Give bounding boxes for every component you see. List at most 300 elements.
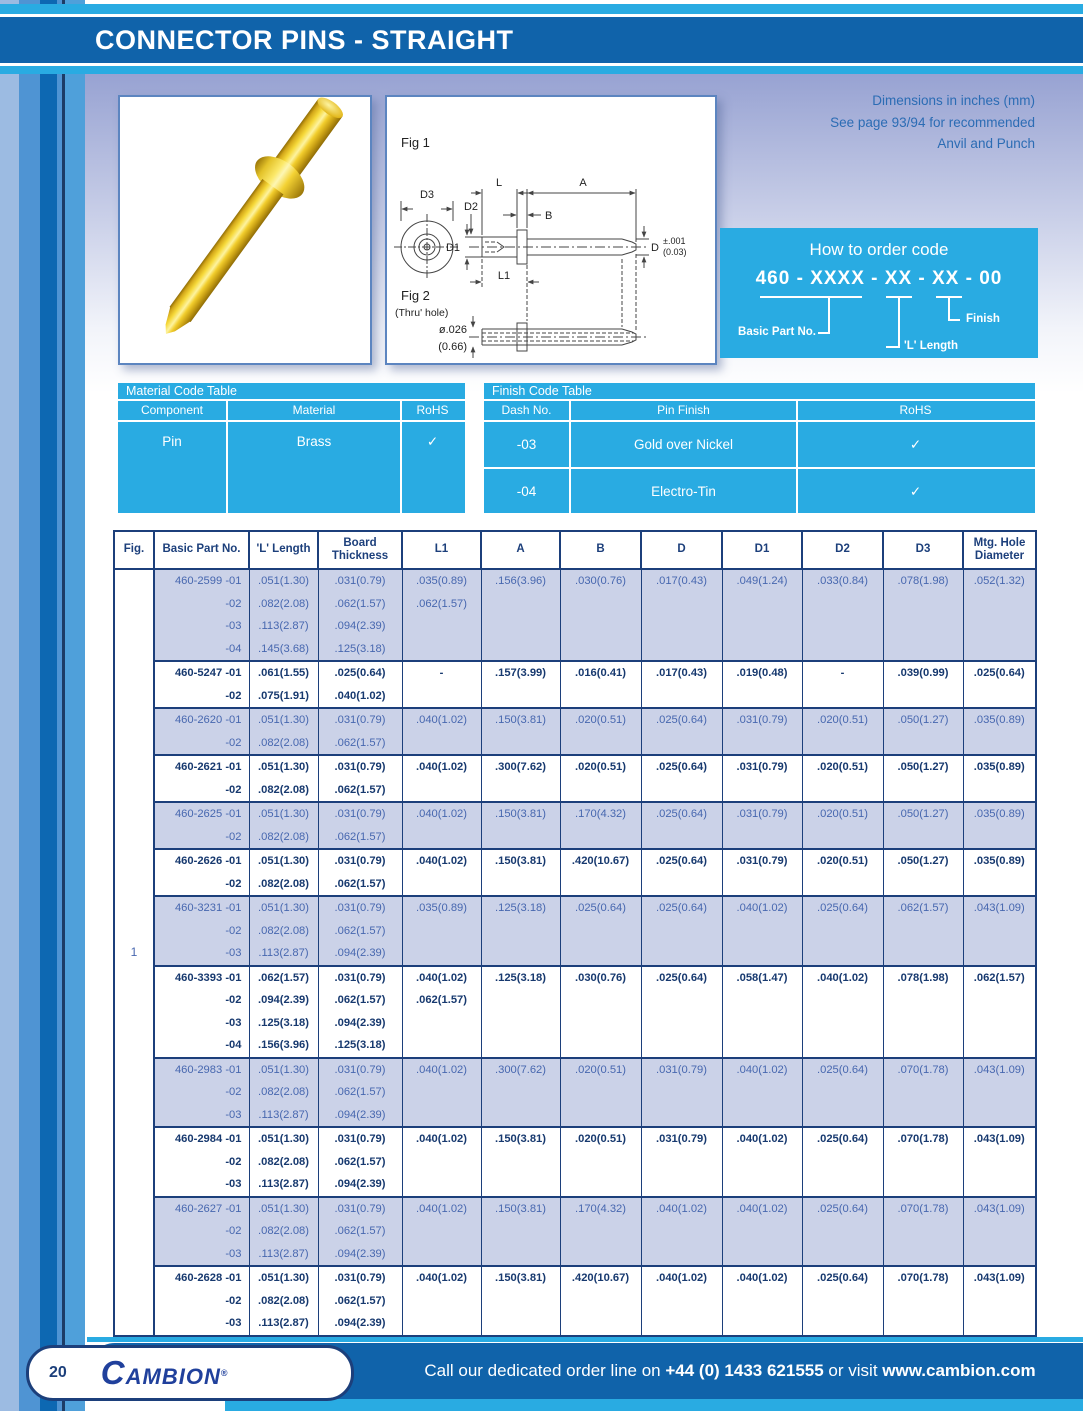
- value-cell: .113(2.87): [249, 1173, 318, 1197]
- value-cell: [560, 920, 641, 943]
- value-cell: [883, 779, 963, 803]
- main-table-row: [114, 708, 1036, 732]
- finish-table-header: [484, 401, 1035, 422]
- main-table-row: [114, 1243, 1036, 1267]
- value-cell: .040(1.02): [402, 1058, 481, 1082]
- value-cell: -: [402, 661, 481, 685]
- value-cell: .170(4.32): [560, 802, 641, 826]
- main-table-row: [114, 1081, 1036, 1104]
- value-cell: [641, 1220, 722, 1243]
- value-cell: [722, 615, 802, 638]
- part-number-cell: -02: [154, 826, 249, 850]
- main-table-row: [114, 1197, 1036, 1221]
- page-title: CONNECTOR PINS - STRAIGHT: [95, 25, 514, 55]
- value-cell: .094(2.39): [249, 989, 318, 1012]
- value-cell: [641, 942, 722, 966]
- value-cell: .062(1.57): [402, 989, 481, 1012]
- main-col-header: A: [481, 531, 560, 569]
- value-cell: [722, 826, 802, 850]
- pin-body: [170, 179, 284, 322]
- value-cell: .017(0.43): [641, 569, 722, 593]
- value-cell: .025(0.64): [963, 661, 1036, 685]
- value-cell: .094(2.39): [318, 615, 402, 638]
- dash-no-cell: -04: [484, 469, 571, 514]
- value-cell: .125(3.18): [481, 896, 560, 920]
- sidebar-stripe: [19, 0, 40, 1411]
- fig2-label: Fig 2: [401, 288, 430, 303]
- note-line: See page 93/94 for recommended: [830, 114, 1035, 130]
- value-cell: .031(0.79): [722, 849, 802, 873]
- value-cell: [883, 1104, 963, 1128]
- main-table-row: [114, 920, 1036, 943]
- value-cell: .300(7.62): [481, 1058, 560, 1082]
- value-cell: .051(1.30): [249, 1058, 318, 1082]
- main-table-row: [114, 1012, 1036, 1035]
- value-cell: .025(0.64): [641, 755, 722, 779]
- component-cell: Pin: [118, 422, 228, 515]
- value-cell: .156(3.96): [481, 569, 560, 593]
- main-table-row: [114, 1220, 1036, 1243]
- value-cell: .039(0.99): [883, 661, 963, 685]
- main-col-header: Board Thickness: [318, 531, 402, 569]
- value-cell: .094(2.39): [318, 1312, 402, 1336]
- value-cell: .025(0.64): [641, 708, 722, 732]
- value-cell: .025(0.64): [641, 802, 722, 826]
- order-connector: [886, 346, 898, 348]
- value-cell: [963, 593, 1036, 616]
- value-cell: [883, 1220, 963, 1243]
- material-table-title: Material Code Table: [118, 383, 465, 401]
- main-table-body: [114, 569, 1036, 1336]
- part-number-cell: 460-2625 -01: [154, 802, 249, 826]
- value-cell: .020(0.51): [560, 708, 641, 732]
- value-cell: .113(2.87): [249, 1243, 318, 1267]
- value-cell: [722, 989, 802, 1012]
- value-cell: .035(0.89): [963, 849, 1036, 873]
- value-cell: .031(0.79): [318, 1197, 402, 1221]
- value-cell: .025(0.64): [802, 896, 883, 920]
- value-cell: .150(3.81): [481, 1197, 560, 1221]
- value-cell: .113(2.87): [249, 615, 318, 638]
- finish-code-table: [484, 383, 1035, 513]
- value-cell: .051(1.30): [249, 896, 318, 920]
- value-cell: .051(1.30): [249, 755, 318, 779]
- main-table-row: [114, 755, 1036, 779]
- value-cell: .040(1.02): [722, 896, 802, 920]
- value-cell: .035(0.89): [963, 708, 1036, 732]
- value-cell: [560, 1243, 641, 1267]
- value-cell: .040(1.02): [641, 1266, 722, 1290]
- main-table-row: [114, 661, 1036, 685]
- value-cell: [560, 638, 641, 662]
- value-cell: .082(2.08): [249, 732, 318, 756]
- value-cell: [481, 989, 560, 1012]
- value-cell: .031(0.79): [641, 1127, 722, 1151]
- part-number-cell: -02: [154, 593, 249, 616]
- main-table-row: [114, 1058, 1036, 1082]
- value-cell: [641, 685, 722, 709]
- value-cell: .050(1.27): [883, 849, 963, 873]
- value-cell: [802, 615, 883, 638]
- value-cell: [560, 826, 641, 850]
- value-cell: .082(2.08): [249, 920, 318, 943]
- main-table-row: [114, 615, 1036, 638]
- value-cell: .031(0.79): [318, 755, 402, 779]
- value-cell: [641, 1081, 722, 1104]
- value-cell: .082(2.08): [249, 593, 318, 616]
- value-cell: .031(0.79): [318, 896, 402, 920]
- value-cell: [402, 779, 481, 803]
- value-cell: [883, 1151, 963, 1174]
- part-number-cell: -02: [154, 732, 249, 756]
- footer-cyan-line: [87, 1337, 1083, 1342]
- value-cell: [722, 593, 802, 616]
- value-cell: .050(1.27): [883, 755, 963, 779]
- value-cell: [883, 1243, 963, 1267]
- value-cell: [883, 826, 963, 850]
- basic-part-label: Basic Part No.: [738, 326, 816, 338]
- value-cell: [722, 1173, 802, 1197]
- value-cell: .040(1.02): [402, 966, 481, 990]
- value-cell: .150(3.81): [481, 708, 560, 732]
- value-cell: [560, 1151, 641, 1174]
- value-cell: [560, 1034, 641, 1058]
- value-cell: [402, 638, 481, 662]
- value-cell: [402, 685, 481, 709]
- order-connector: [948, 298, 950, 320]
- value-cell: [402, 920, 481, 943]
- material-cell: Brass: [228, 422, 402, 515]
- value-cell: .051(1.30): [249, 1266, 318, 1290]
- main-table: [113, 530, 1037, 1337]
- footer-text-prefix: Call our dedicated order line on: [424, 1361, 666, 1380]
- order-connector: [948, 319, 960, 321]
- registered-mark-icon: ®: [220, 1368, 228, 1378]
- main-table-wrap: [113, 530, 1037, 1337]
- value-cell: .025(0.64): [641, 896, 722, 920]
- part-number-cell: -02: [154, 1081, 249, 1104]
- value-cell: [481, 1104, 560, 1128]
- col-header-dash-no: Dash No.: [484, 401, 571, 420]
- main-col-header: L1: [402, 531, 481, 569]
- main-table-row: [114, 1290, 1036, 1313]
- value-cell: .062(1.57): [318, 989, 402, 1012]
- value-cell: .150(3.81): [481, 1127, 560, 1151]
- value-cell: [722, 1290, 802, 1313]
- value-cell: [481, 1220, 560, 1243]
- value-cell: .020(0.51): [802, 755, 883, 779]
- value-cell: [722, 638, 802, 662]
- value-cell: .035(0.89): [402, 569, 481, 593]
- d2-label: D2: [463, 201, 479, 213]
- material-table-body: [118, 422, 465, 515]
- value-cell: .094(2.39): [318, 1173, 402, 1197]
- value-cell: [963, 1012, 1036, 1035]
- thru-hole-label: (Thru' hole): [395, 307, 449, 319]
- value-cell: .043(1.09): [963, 1197, 1036, 1221]
- value-cell: .031(0.79): [318, 802, 402, 826]
- value-cell: .020(0.51): [560, 755, 641, 779]
- value-cell: .420(10.67): [560, 849, 641, 873]
- value-cell: .040(1.02): [402, 849, 481, 873]
- value-cell: [963, 732, 1036, 756]
- value-cell: [722, 1081, 802, 1104]
- value-cell: [963, 1034, 1036, 1058]
- value-cell: .040(1.02): [722, 1127, 802, 1151]
- part-number-cell: 460-2628 -01: [154, 1266, 249, 1290]
- value-cell: [963, 685, 1036, 709]
- value-cell: .062(1.57): [318, 826, 402, 850]
- value-cell: [402, 1081, 481, 1104]
- value-cell: .025(0.64): [802, 1058, 883, 1082]
- value-cell: .061(1.55): [249, 661, 318, 685]
- value-cell: .062(1.57): [318, 1081, 402, 1104]
- value-cell: [802, 942, 883, 966]
- value-cell: .025(0.64): [641, 966, 722, 990]
- main-table-row: [114, 1173, 1036, 1197]
- dia-label: ø.026: [438, 324, 467, 336]
- value-cell: [402, 615, 481, 638]
- value-cell: .040(1.02): [402, 755, 481, 779]
- value-cell: .035(0.89): [963, 802, 1036, 826]
- value-cell: [560, 942, 641, 966]
- header-cyan-band-lower: [0, 66, 1083, 74]
- value-cell: [963, 1104, 1036, 1128]
- main-table-row: [114, 1312, 1036, 1336]
- main-col-header: D3: [883, 531, 963, 569]
- main-col-header: D1: [722, 531, 802, 569]
- pin-finish-cell: Gold over Nickel: [571, 422, 798, 467]
- part-number-cell: -04: [154, 1034, 249, 1058]
- value-cell: .094(2.39): [318, 942, 402, 966]
- value-cell: .031(0.79): [318, 1058, 402, 1082]
- material-code-table: [118, 383, 465, 513]
- main-table-head: [114, 531, 1036, 569]
- value-cell: .082(2.08): [249, 779, 318, 803]
- value-cell: [560, 1081, 641, 1104]
- value-cell: [722, 1012, 802, 1035]
- value-cell: .082(2.08): [249, 1081, 318, 1104]
- main-table-row: [114, 849, 1036, 873]
- value-cell: .062(1.57): [402, 593, 481, 616]
- value-cell: [481, 1290, 560, 1313]
- value-cell: [402, 1151, 481, 1174]
- part-number-cell: 460-3231 -01: [154, 896, 249, 920]
- value-cell: [722, 1151, 802, 1174]
- value-cell: .017(0.43): [641, 661, 722, 685]
- value-cell: [883, 1034, 963, 1058]
- d-label: D: [651, 242, 659, 254]
- value-cell: [481, 873, 560, 897]
- pin-finish-cell: Electro-Tin: [571, 469, 798, 514]
- value-cell: [963, 1243, 1036, 1267]
- value-cell: .031(0.79): [641, 1058, 722, 1082]
- value-cell: [963, 942, 1036, 966]
- footer-website: www.cambion.com: [882, 1361, 1036, 1380]
- value-cell: [560, 593, 641, 616]
- value-cell: [963, 1151, 1036, 1174]
- value-cell: [802, 1243, 883, 1267]
- value-cell: [641, 989, 722, 1012]
- part-number-cell: -03: [154, 1173, 249, 1197]
- value-cell: [722, 732, 802, 756]
- value-cell: .082(2.08): [249, 1220, 318, 1243]
- value-cell: .062(1.57): [318, 1220, 402, 1243]
- value-cell: [802, 920, 883, 943]
- value-cell: .082(2.08): [249, 1290, 318, 1313]
- order-code-title: How to order code: [809, 240, 949, 259]
- d1-label: D1: [445, 242, 461, 254]
- value-cell: .043(1.09): [963, 1266, 1036, 1290]
- value-cell: [883, 1012, 963, 1035]
- col-header-material: Material: [228, 401, 402, 420]
- value-cell: [402, 1012, 481, 1035]
- page-number: 20: [49, 1364, 67, 1381]
- value-cell: [722, 920, 802, 943]
- gold-pin-image: [118, 95, 372, 365]
- main-col-header: Fig.: [114, 531, 154, 569]
- footer-text-mid: or visit: [823, 1361, 883, 1380]
- d-tolerance: ±.001: [663, 236, 686, 246]
- rohs-check-icon: ✓: [426, 434, 439, 449]
- sidebar-stripe: [65, 0, 85, 1411]
- value-cell: .125(3.18): [249, 1012, 318, 1035]
- value-cell: .062(1.57): [318, 1290, 402, 1313]
- value-cell: .016(0.41): [560, 661, 641, 685]
- main-table-row: [114, 1034, 1036, 1058]
- value-cell: .031(0.79): [318, 1266, 402, 1290]
- value-cell: .082(2.08): [249, 1151, 318, 1174]
- value-cell: [641, 615, 722, 638]
- value-cell: .113(2.87): [249, 942, 318, 966]
- value-cell: .051(1.30): [249, 1127, 318, 1151]
- main-col-header: Basic Part No.: [154, 531, 249, 569]
- value-cell: [402, 1173, 481, 1197]
- value-cell: [481, 685, 560, 709]
- part-number-cell: -03: [154, 1012, 249, 1035]
- value-cell: [802, 638, 883, 662]
- value-cell: .043(1.09): [963, 896, 1036, 920]
- dash-no-cell: -03: [484, 422, 571, 467]
- value-cell: .062(1.57): [318, 1151, 402, 1174]
- value-cell: [883, 1290, 963, 1313]
- part-number-cell: 460-2620 -01: [154, 708, 249, 732]
- value-cell: .062(1.57): [318, 779, 402, 803]
- value-cell: [883, 615, 963, 638]
- value-cell: .094(2.39): [318, 1012, 402, 1035]
- value-cell: [560, 1220, 641, 1243]
- value-cell: .025(0.64): [560, 896, 641, 920]
- value-cell: .300(7.62): [481, 755, 560, 779]
- value-cell: -: [802, 661, 883, 685]
- value-cell: .031(0.79): [318, 966, 402, 990]
- value-cell: [802, 593, 883, 616]
- part-number-cell: 460-2626 -01: [154, 849, 249, 873]
- value-cell: .070(1.78): [883, 1197, 963, 1221]
- main-table-row: [114, 593, 1036, 616]
- value-cell: [641, 779, 722, 803]
- d-tolerance-mm: (0.03): [663, 247, 687, 257]
- main-table-row: [114, 966, 1036, 990]
- value-cell: .031(0.79): [318, 1127, 402, 1151]
- value-cell: [402, 942, 481, 966]
- value-cell: .052(1.32): [963, 569, 1036, 593]
- order-code-value: 460 - XXXX - XX - XX - 00: [755, 268, 1003, 289]
- a-label: A: [579, 177, 587, 189]
- value-cell: [722, 1104, 802, 1128]
- value-cell: .094(2.39): [318, 1104, 402, 1128]
- value-cell: .040(1.02): [402, 708, 481, 732]
- main-col-header: 'L' Length: [249, 531, 318, 569]
- value-cell: [883, 1312, 963, 1336]
- main-table-row: [114, 638, 1036, 662]
- value-cell: [963, 1173, 1036, 1197]
- value-cell: .050(1.27): [883, 802, 963, 826]
- note-line: Anvil and Punch: [937, 136, 1035, 152]
- main-table-row: [114, 826, 1036, 850]
- pin-photo: [118, 95, 372, 365]
- value-cell: .025(0.64): [802, 1266, 883, 1290]
- part-number-cell: -02: [154, 779, 249, 803]
- value-cell: [802, 1220, 883, 1243]
- value-cell: [481, 1173, 560, 1197]
- value-cell: [560, 732, 641, 756]
- value-cell: .020(0.51): [802, 708, 883, 732]
- value-cell: .040(1.02): [722, 1058, 802, 1082]
- part-number-cell: -02: [154, 1151, 249, 1174]
- part-number-cell: -02: [154, 1220, 249, 1243]
- value-cell: [560, 873, 641, 897]
- value-cell: .025(0.64): [318, 661, 402, 685]
- b-label: B: [545, 210, 553, 222]
- fig1-label: Fig 1: [401, 135, 430, 150]
- value-cell: [963, 1220, 1036, 1243]
- value-cell: [641, 873, 722, 897]
- part-number-cell: -03: [154, 1104, 249, 1128]
- value-cell: .040(1.02): [318, 685, 402, 709]
- value-cell: [560, 1312, 641, 1336]
- value-cell: [641, 1104, 722, 1128]
- value-cell: [883, 989, 963, 1012]
- value-cell: [722, 1220, 802, 1243]
- value-cell: .031(0.79): [722, 802, 802, 826]
- value-cell: [963, 1312, 1036, 1336]
- part-number-cell: -02: [154, 1290, 249, 1313]
- value-cell: [560, 1012, 641, 1035]
- value-cell: [641, 1151, 722, 1174]
- order-connector: [898, 298, 900, 348]
- value-cell: [963, 1290, 1036, 1313]
- value-cell: .020(0.51): [802, 802, 883, 826]
- value-cell: [802, 1151, 883, 1174]
- value-cell: .040(1.02): [802, 966, 883, 990]
- value-cell: .040(1.02): [402, 1197, 481, 1221]
- value-cell: .031(0.79): [318, 569, 402, 593]
- value-cell: .020(0.51): [802, 849, 883, 873]
- value-cell: .031(0.79): [722, 708, 802, 732]
- part-number-cell: -03: [154, 942, 249, 966]
- value-cell: [883, 732, 963, 756]
- value-cell: .020(0.51): [560, 1058, 641, 1082]
- value-cell: [560, 615, 641, 638]
- main-table-row: [114, 1266, 1036, 1290]
- value-cell: [802, 779, 883, 803]
- value-cell: .075(1.91): [249, 685, 318, 709]
- sidebar-stripe: [40, 0, 57, 1411]
- value-cell: [560, 685, 641, 709]
- value-cell: [560, 1173, 641, 1197]
- part-number-cell: -03: [154, 1312, 249, 1336]
